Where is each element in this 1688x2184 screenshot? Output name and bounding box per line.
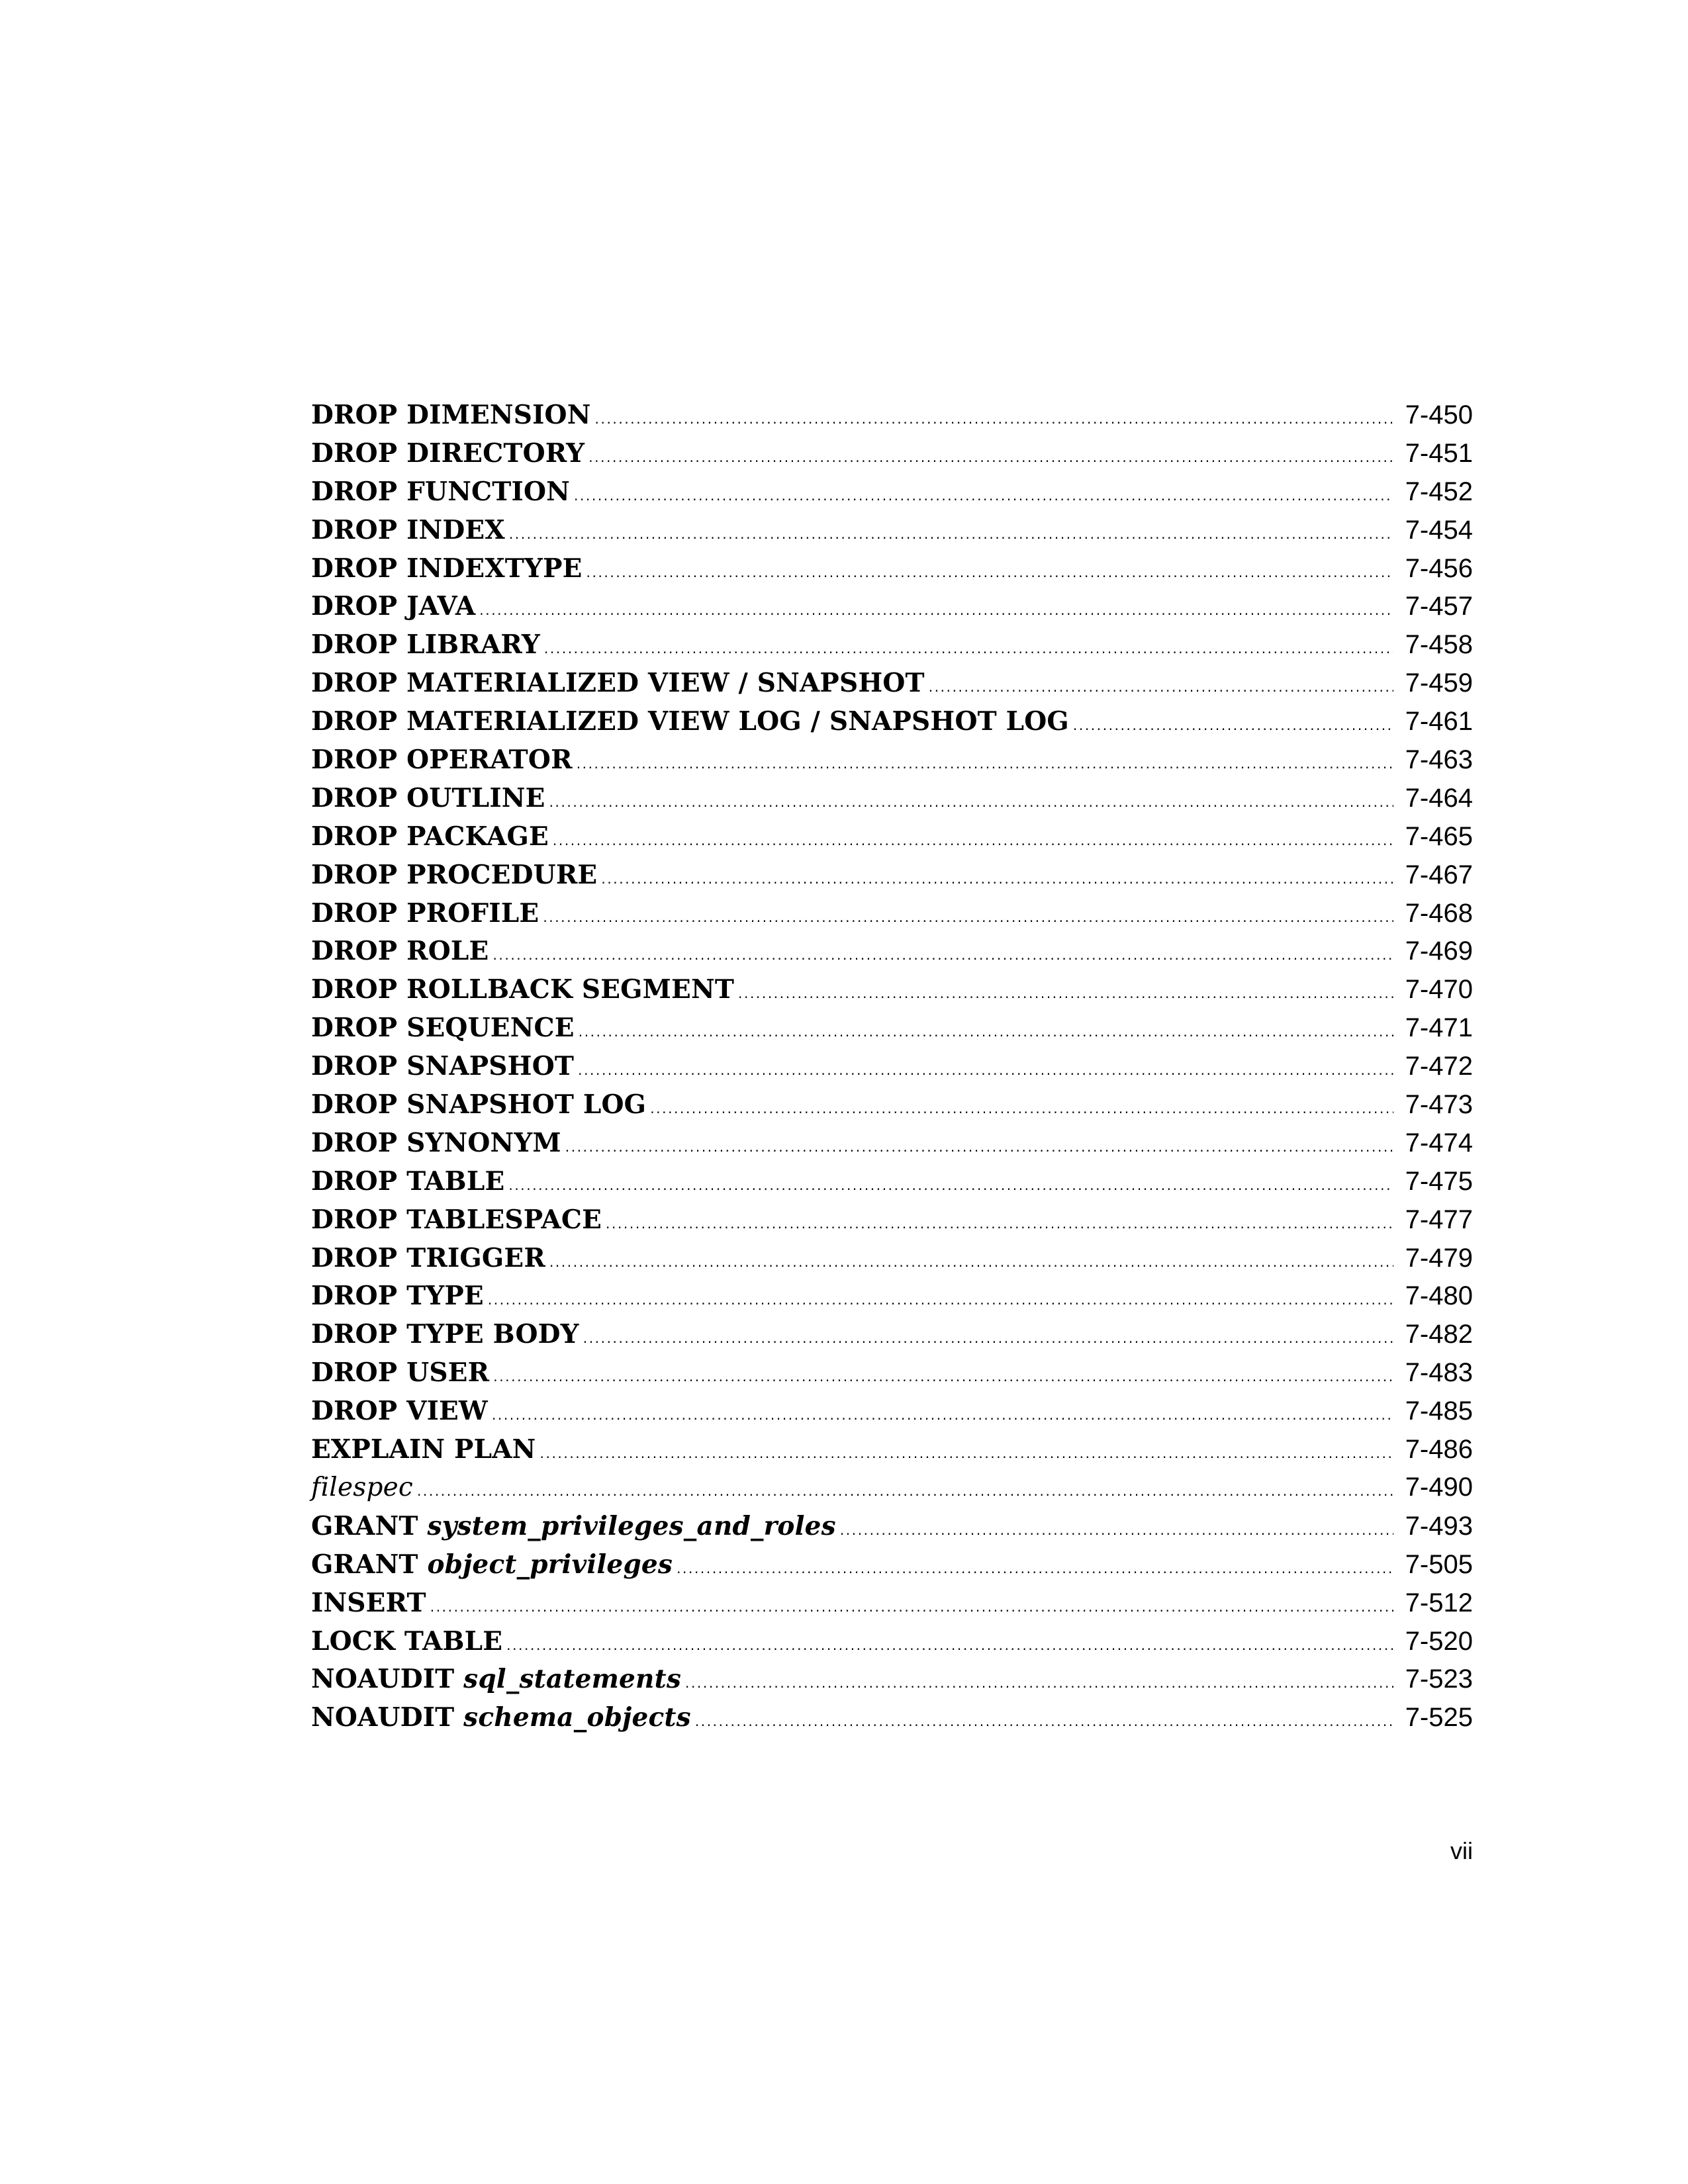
toc-entry-title-italic: system_privileges_and_roles — [427, 1510, 836, 1541]
dot-leader — [417, 1483, 1393, 1499]
toc-entry-title — [311, 1396, 488, 1426]
toc-entry-title — [311, 629, 540, 660]
toc-entry-title — [311, 1549, 673, 1580]
toc-entry[interactable] — [311, 515, 1473, 553]
toc-entry-title — [311, 553, 583, 584]
toc-entry-title — [311, 936, 489, 966]
toc-entry-title-text: DROP PROFILE — [311, 897, 539, 929]
toc-entry-title-text: NOAUDIT — [311, 1664, 455, 1695]
toc-entry[interactable] — [311, 1281, 1473, 1319]
toc-entry[interactable] — [311, 974, 1473, 1013]
toc-entry-title — [311, 1664, 681, 1694]
toc-entry[interactable] — [311, 438, 1473, 477]
toc-entry-title — [311, 860, 597, 890]
dot-leader — [579, 1024, 1393, 1040]
toc-entry-page: 7-468 — [1405, 898, 1473, 928]
dot-leader — [1073, 717, 1393, 733]
toc-entry-page: 7-485 — [1405, 1396, 1473, 1426]
dot-leader — [492, 1407, 1393, 1423]
dot-leader — [588, 449, 1393, 465]
toc-entry-title-text: DROP USER — [311, 1357, 490, 1388]
toc-entry-page: 7-451 — [1405, 438, 1473, 468]
toc-entry[interactable] — [311, 400, 1473, 438]
toc-entry-page: 7-520 — [1405, 1626, 1473, 1656]
toc-entry-title — [311, 1013, 575, 1043]
toc-entry-title-text: DROP ROLLBACK SEGMENT — [311, 974, 735, 1005]
toc-entry-page: 7-479 — [1405, 1243, 1473, 1273]
toc-entry-title-text: DROP MATERIALIZED VIEW LOG / SNAPSHOT LOG — [311, 706, 1069, 737]
toc-entry[interactable] — [311, 1051, 1473, 1089]
dot-leader — [544, 641, 1393, 657]
dot-leader — [493, 1369, 1393, 1385]
dot-leader — [549, 794, 1393, 810]
toc-entry-page: 7-471 — [1405, 1013, 1473, 1043]
toc-entry[interactable] — [311, 783, 1473, 821]
dot-leader — [540, 1445, 1393, 1461]
toc-entry-page: 7-465 — [1405, 821, 1473, 851]
toc-entry-title-italic: sql_statements — [463, 1664, 681, 1695]
toc-entry-page: 7-459 — [1405, 668, 1473, 698]
toc-entry-title-italic: filespec — [311, 1472, 413, 1502]
toc-entry-title-text: EXPLAIN PLAN — [311, 1434, 536, 1465]
toc-entry-title-text: DROP SNAPSHOT LOG — [311, 1089, 647, 1120]
toc-entry-page: 7-490 — [1405, 1472, 1473, 1502]
dot-leader — [929, 679, 1393, 695]
dot-leader — [650, 1101, 1393, 1116]
toc-entry-title-text: DROP TABLESPACE — [311, 1204, 602, 1235]
toc-entry-title-text: DROP MATERIALIZED VIEW / SNAPSHOT — [311, 668, 925, 699]
toc-entry-title — [311, 438, 585, 469]
toc-entry-page: 7-454 — [1405, 515, 1473, 545]
toc-entry-title-text: DROP TRIGGER — [311, 1242, 545, 1273]
toc-entry-title-text: DROP DIRECTORY — [311, 437, 585, 469]
dot-leader — [506, 1637, 1393, 1653]
dot-leader — [695, 1713, 1393, 1729]
toc-entry-title — [311, 821, 549, 852]
toc-entry[interactable] — [311, 591, 1473, 629]
dot-leader — [574, 488, 1393, 504]
toc-entry-title-text: DROP FUNCTION — [311, 476, 570, 507]
toc-entry-page: 7-457 — [1405, 592, 1473, 621]
toc-entry[interactable] — [311, 1702, 1473, 1741]
toc-entry-title — [311, 1511, 836, 1541]
toc-entry-page: 7-482 — [1405, 1320, 1473, 1349]
toc-entry-page: 7-472 — [1405, 1052, 1473, 1081]
toc-entry-title — [311, 974, 734, 1005]
toc-entry-title — [311, 515, 505, 545]
toc-entry-title — [311, 1243, 545, 1273]
toc-entry-page: 7-483 — [1405, 1358, 1473, 1388]
toc-entry-title-text: GRANT — [311, 1549, 418, 1580]
toc-entry-title-text: DROP TYPE — [311, 1281, 484, 1312]
toc-entry-page: 7-456 — [1405, 553, 1473, 583]
toc-entry[interactable] — [311, 1396, 1473, 1434]
toc-entry[interactable] — [311, 1549, 1473, 1588]
toc-entry[interactable] — [311, 629, 1473, 668]
toc-entry[interactable] — [311, 1166, 1473, 1205]
toc-entry-title — [311, 477, 570, 507]
toc-entry-page: 7-470 — [1405, 975, 1473, 1005]
toc-entry[interactable] — [311, 1664, 1473, 1702]
toc-entry-title — [311, 1128, 561, 1158]
toc-entry-title — [311, 1588, 426, 1618]
toc-entry-page: 7-474 — [1405, 1128, 1473, 1158]
toc-entry[interactable] — [311, 1089, 1473, 1128]
toc-entry[interactable] — [311, 1588, 1473, 1626]
toc-entry[interactable] — [311, 898, 1473, 936]
toc-entry-title-text: GRANT — [311, 1510, 418, 1541]
table-of-contents — [311, 400, 1473, 1741]
dot-leader — [685, 1675, 1393, 1691]
dot-leader — [606, 1216, 1393, 1232]
dot-leader — [738, 985, 1393, 1001]
toc-entry[interactable] — [311, 860, 1473, 898]
toc-entry-title — [311, 898, 539, 929]
toc-entry[interactable] — [311, 477, 1473, 515]
toc-entry[interactable] — [311, 1205, 1473, 1243]
toc-entry-title — [311, 1473, 413, 1502]
dot-leader — [586, 565, 1393, 580]
toc-entry-title — [311, 400, 591, 430]
dot-leader — [583, 1330, 1393, 1346]
toc-entry-page: 7-458 — [1405, 630, 1473, 660]
dot-leader — [549, 1254, 1393, 1270]
toc-entry[interactable] — [311, 1511, 1473, 1549]
toc-entry-page: 7-525 — [1405, 1703, 1473, 1733]
toc-entry-page: 7-473 — [1405, 1090, 1473, 1120]
toc-entry-page: 7-505 — [1405, 1549, 1473, 1579]
toc-entry-title — [311, 1166, 504, 1197]
toc-entry-title-text: DROP OPERATOR — [311, 745, 573, 776]
toc-entry-page: 7-486 — [1405, 1435, 1473, 1465]
toc-entry-page: 7-450 — [1405, 400, 1473, 430]
toc-entry[interactable] — [311, 706, 1473, 745]
toc-entry-title-text: NOAUDIT — [311, 1702, 455, 1733]
toc-entry[interactable] — [311, 1434, 1473, 1473]
toc-entry[interactable] — [311, 745, 1473, 783]
toc-entry-title-text: DROP INDEX — [311, 514, 505, 545]
dot-leader — [479, 602, 1393, 618]
toc-entry[interactable] — [311, 1357, 1473, 1396]
toc-entry-title — [311, 1702, 691, 1733]
toc-entry-page: 7-467 — [1405, 860, 1473, 889]
page-number: vii — [1450, 1837, 1473, 1864]
toc-entry-title-text: DROP SEQUENCE — [311, 1013, 575, 1044]
toc-entry[interactable] — [311, 1473, 1473, 1511]
toc-entry-title-text: DROP SYNONYM — [311, 1127, 561, 1158]
toc-entry-title — [311, 1089, 646, 1120]
toc-entry-title — [311, 1357, 489, 1388]
dot-leader — [578, 1062, 1393, 1078]
toc-entry-page: 7-493 — [1405, 1511, 1473, 1541]
dot-leader — [508, 1177, 1393, 1193]
toc-entry-title — [311, 783, 545, 813]
dot-leader — [595, 411, 1393, 427]
toc-entry[interactable] — [311, 1243, 1473, 1281]
toc-entry-page: 7-469 — [1405, 936, 1473, 966]
toc-entry-title-text: DROP SNAPSHOT — [311, 1051, 575, 1082]
toc-entry[interactable] — [311, 668, 1473, 706]
dot-leader — [553, 833, 1393, 848]
dot-leader — [677, 1561, 1393, 1576]
dot-leader — [840, 1522, 1393, 1538]
dot-leader — [488, 1292, 1393, 1308]
toc-entry-page: 7-452 — [1405, 477, 1473, 506]
toc-entry-title-text: LOCK TABLE — [311, 1625, 503, 1657]
toc-entry[interactable] — [311, 553, 1473, 592]
toc-entry-title — [311, 1205, 602, 1235]
toc-entry-title-text: DROP TYPE BODY — [311, 1319, 579, 1350]
toc-entry[interactable] — [311, 1626, 1473, 1664]
toc-entry-title — [311, 591, 475, 621]
toc-entry-page: 7-477 — [1405, 1205, 1473, 1234]
toc-entry-page: 7-461 — [1405, 707, 1473, 737]
toc-entry[interactable] — [311, 936, 1473, 974]
dot-leader — [565, 1139, 1393, 1155]
toc-entry-title — [311, 706, 1069, 737]
toc-entry[interactable] — [311, 1128, 1473, 1166]
toc-entry[interactable] — [311, 1319, 1473, 1357]
dot-leader — [601, 871, 1393, 887]
toc-entry-page: 7-463 — [1405, 745, 1473, 775]
toc-entry-title — [311, 1434, 536, 1465]
dot-leader — [430, 1599, 1393, 1615]
toc-entry-title-text: DROP JAVA — [311, 591, 476, 622]
toc-entry-page: 7-464 — [1405, 783, 1473, 813]
toc-entry-title — [311, 1319, 579, 1349]
toc-entry-title-text: DROP OUTLINE — [311, 782, 545, 813]
toc-entry-title-text: DROP PROCEDURE — [311, 859, 598, 890]
toc-entry-title-text: DROP PACKAGE — [311, 821, 549, 852]
toc-entry-title-text: INSERT — [311, 1587, 426, 1618]
toc-entry-title-text: DROP TABLE — [311, 1165, 505, 1197]
toc-entry-title — [311, 1051, 574, 1081]
toc-entry-page: 7-512 — [1405, 1588, 1473, 1617]
toc-entry-page: 7-480 — [1405, 1281, 1473, 1311]
toc-entry-title-italic: object_privileges — [427, 1549, 673, 1580]
toc-entry-page: 7-475 — [1405, 1166, 1473, 1196]
toc-entry-title-text: DROP DIMENSION — [311, 400, 591, 430]
dot-leader — [577, 756, 1393, 772]
toc-entry-title-text: DROP INDEXTYPE — [311, 553, 583, 584]
dot-leader — [492, 947, 1393, 963]
toc-entry-title — [311, 1626, 502, 1657]
toc-entry-title — [311, 668, 925, 698]
dot-leader — [509, 526, 1393, 542]
toc-entry-title — [311, 745, 573, 775]
toc-entry-title — [311, 1281, 484, 1311]
toc-entry-title-text: DROP VIEW — [311, 1396, 488, 1427]
toc-entry-title-text: DROP LIBRARY — [311, 629, 540, 660]
dot-leader — [543, 909, 1393, 925]
toc-entry[interactable] — [311, 821, 1473, 860]
toc-entry-page: 7-523 — [1405, 1664, 1473, 1694]
toc-entry-title-italic: schema_objects — [463, 1702, 691, 1733]
toc-entry[interactable] — [311, 1013, 1473, 1051]
toc-entry-title-text: DROP ROLE — [311, 936, 489, 967]
